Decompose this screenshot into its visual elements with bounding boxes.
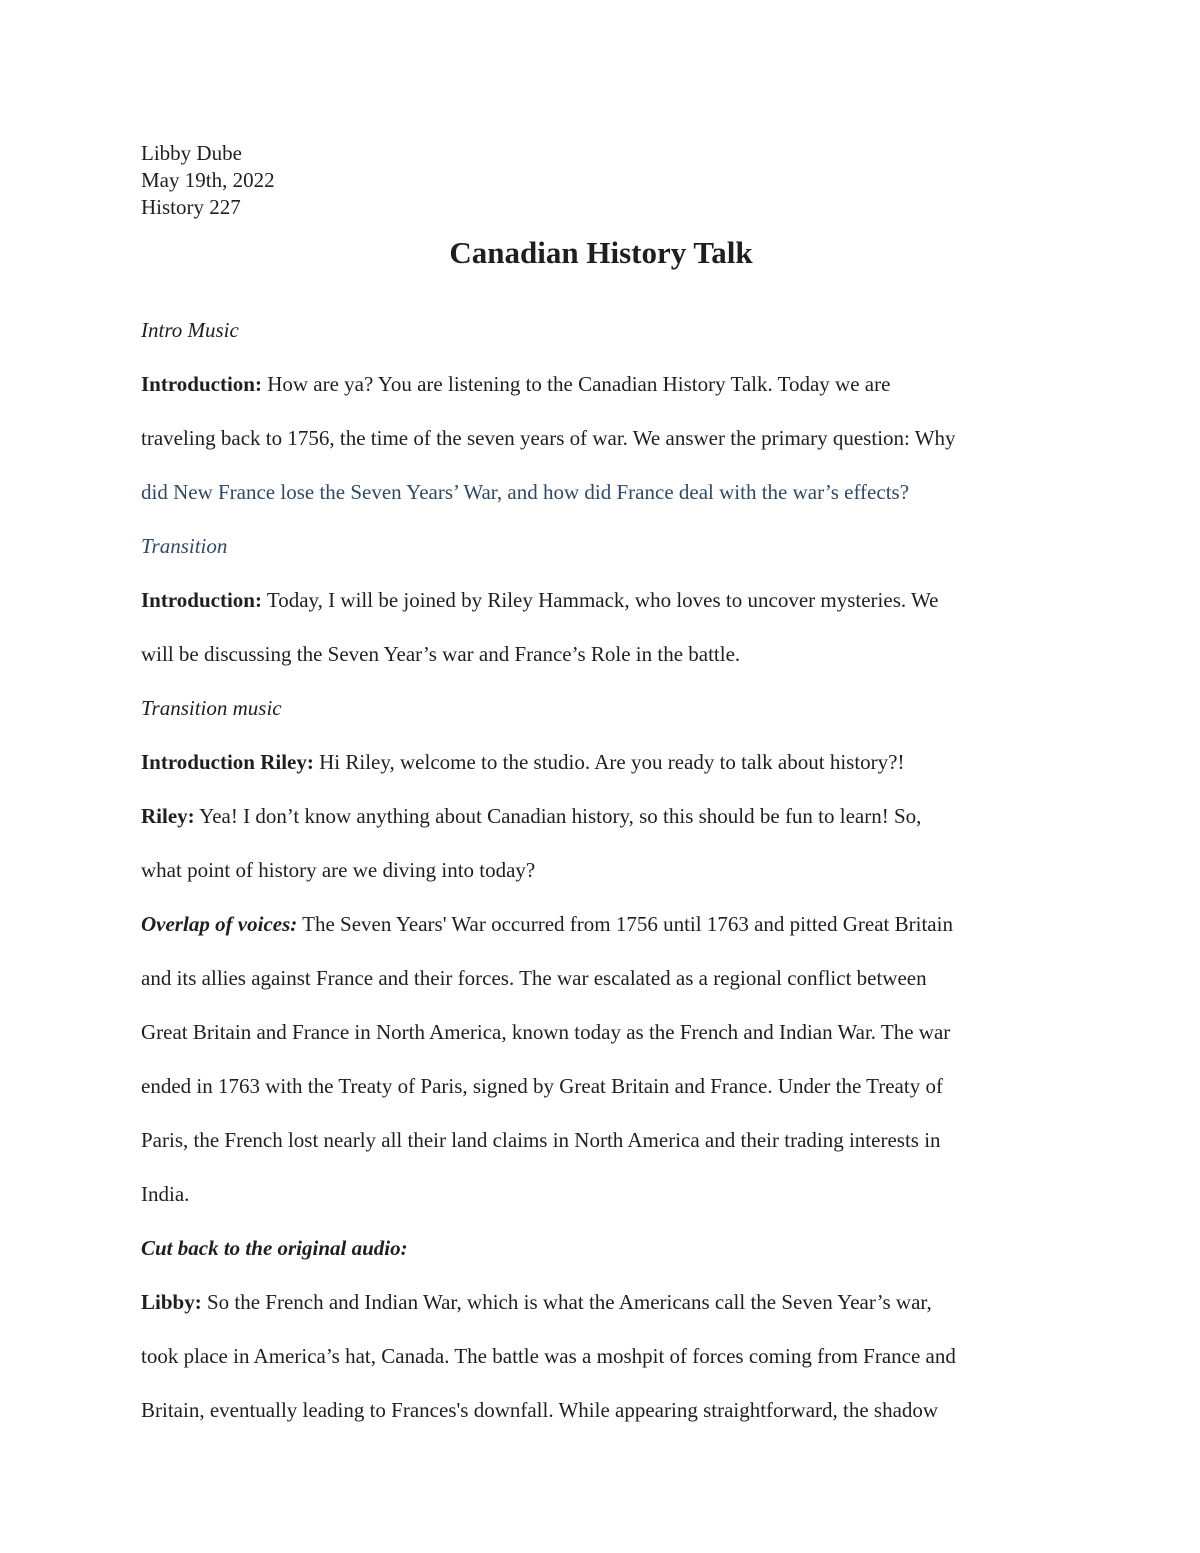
paragraph-libby-line-1: [141, 1275, 1061, 1329]
cue-intro-music: Intro Music: [141, 318, 239, 342]
cue-transition: Transition: [141, 534, 228, 558]
document-date: May 19th, 2022: [141, 168, 275, 192]
document-header: [141, 140, 1061, 221]
paragraph-text: Hi Riley, welcome to the studio. Are you ready to talk about history?!: [313, 750, 905, 774]
paragraph-introduction-1-line-3: did New France lose the Seven Years’ War, and how did France deal with the war’s effects?: [141, 480, 910, 504]
paragraph-introduction-riley: [141, 735, 1061, 789]
paragraph-libby-line-2: took place in America’s hat, Canada. The battle was a moshpit of forces coming from France and: [141, 1344, 956, 1368]
document-page: [141, 140, 1061, 1437]
paragraph-text: Yea! I don’t know anything about Canadian history, so this should be fun to learn! So,: [194, 804, 922, 828]
paragraph-overlap-line-4: ended in 1763 with the Treaty of Paris, signed by Great Britain and France. Under the Treaty of: [141, 1074, 943, 1098]
paragraph-text: Today, I will be joined by Riley Hammack, who loves to uncover mysteries. We: [261, 588, 939, 612]
speaker-label: Riley:: [141, 804, 195, 828]
paragraph-riley-line-2: what point of history are we diving into today?: [141, 858, 536, 882]
paragraph-riley-line-1: [141, 789, 1061, 843]
cue-transition-music: Transition music: [141, 696, 282, 720]
paragraph-libby-line-3: Britain, eventually leading to Frances's downfall. While appearing straightforward, the shadow: [141, 1398, 939, 1422]
author-name: Libby Dube: [141, 141, 242, 165]
paragraph-overlap-line-5: Paris, the French lost nearly all their land claims in North America and their trading interests in: [141, 1128, 941, 1152]
paragraph-introduction-2-line-2: will be discussing the Seven Year’s war and France’s Role in the battle.: [141, 642, 741, 666]
paragraph-text: So the French and Indian War, which is what the Americans call the Seven Year’s war,: [201, 1290, 932, 1314]
speaker-label: Introduction:: [141, 372, 262, 396]
paragraph-overlap-line-3: Great Britain and France in North America, known today as the French and Indian War. The war: [141, 1020, 951, 1044]
paragraph-introduction-2-line-1: [141, 573, 1061, 627]
paragraph-overlap-line-6: India.: [141, 1182, 190, 1206]
paragraph-overlap-line-1: [141, 897, 1061, 951]
speaker-label: Libby:: [141, 1290, 202, 1314]
paragraph-introduction-1-line-1: [141, 357, 1061, 411]
course-name: History 227: [141, 195, 241, 219]
paragraph-text: How are ya? You are listening to the Canadian History Talk. Today we are: [261, 372, 891, 396]
document-title: Canadian History Talk: [449, 235, 753, 270]
speaker-label: Introduction:: [141, 588, 262, 612]
paragraph-introduction-1-line-2: traveling back to 1756, the time of the seven years of war. We answer the primary question: Why: [141, 426, 956, 450]
cue-cut-back: Cut back to the original audio:: [141, 1236, 408, 1260]
paragraph-overlap-line-2: and its allies against France and their forces. The war escalated as a regional conflict between: [141, 966, 927, 990]
podcast-script: [141, 303, 1061, 1437]
speaker-label: Introduction Riley:: [141, 750, 314, 774]
paragraph-text: The Seven Years' War occurred from 1756 until 1763 and pitted Great Britain: [297, 912, 953, 936]
speaker-label: Overlap of voices:: [141, 912, 298, 936]
